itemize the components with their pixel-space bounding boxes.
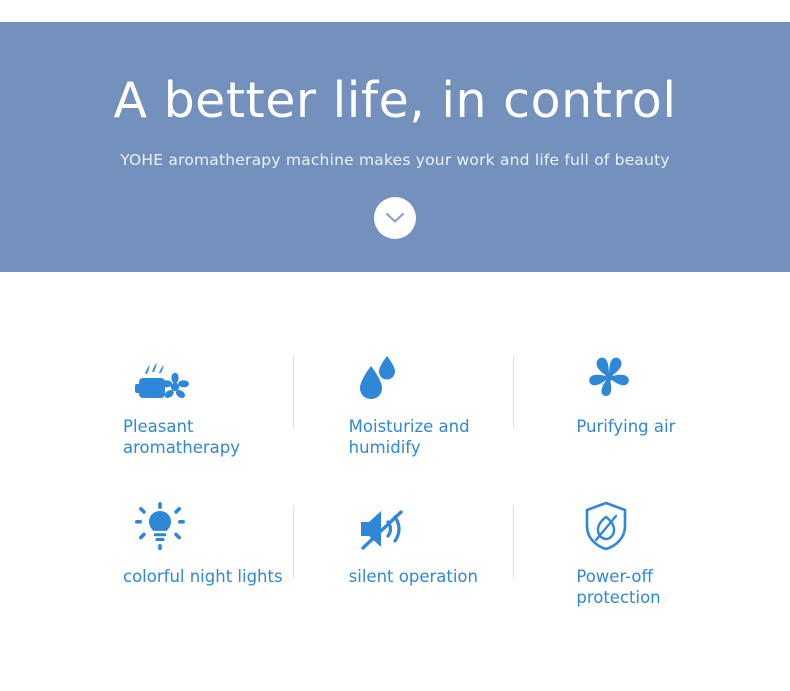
- divider: [513, 506, 514, 578]
- feature-item-humidify: [327, 340, 559, 490]
- fan-blades-icon: [558, 340, 790, 402]
- divider: [513, 356, 514, 428]
- feature-row-1: [0, 340, 790, 490]
- divider: [293, 506, 294, 578]
- feature-label: silent operation: [348, 567, 478, 586]
- page-title: A better life, in control: [113, 72, 677, 129]
- divider: [293, 356, 294, 428]
- shield-power-off-icon: [558, 490, 790, 552]
- feature-item-power-off-protection: [558, 490, 790, 640]
- feature-label: Moisturize and humidify: [348, 417, 470, 458]
- hero-banner: [0, 22, 790, 272]
- feature-row-2: [0, 490, 790, 640]
- aroma-diffuser-icon: [95, 340, 327, 402]
- feature-label: Purifying air: [576, 417, 676, 436]
- feature-label: Pleasant aromatherapy: [123, 417, 241, 458]
- hero-subtitle: YOHE aromatherapy machine makes your work and life full of beauty: [120, 151, 670, 170]
- scroll-down-button[interactable]: [374, 197, 416, 239]
- feature-label: colorful night lights: [123, 567, 283, 586]
- feature-item-night-lights: [95, 490, 327, 640]
- feature-item-purifying-air: [558, 340, 790, 490]
- feature-item-aromatherapy: [95, 340, 327, 490]
- water-drops-icon: [327, 340, 559, 402]
- chevron-down-icon: [385, 212, 405, 224]
- feature-item-silent-operation: [327, 490, 559, 640]
- mute-speaker-icon: [327, 490, 559, 552]
- light-bulb-icon: [95, 490, 327, 552]
- feature-grid: [0, 340, 790, 640]
- feature-label: Power-off protection: [576, 567, 661, 608]
